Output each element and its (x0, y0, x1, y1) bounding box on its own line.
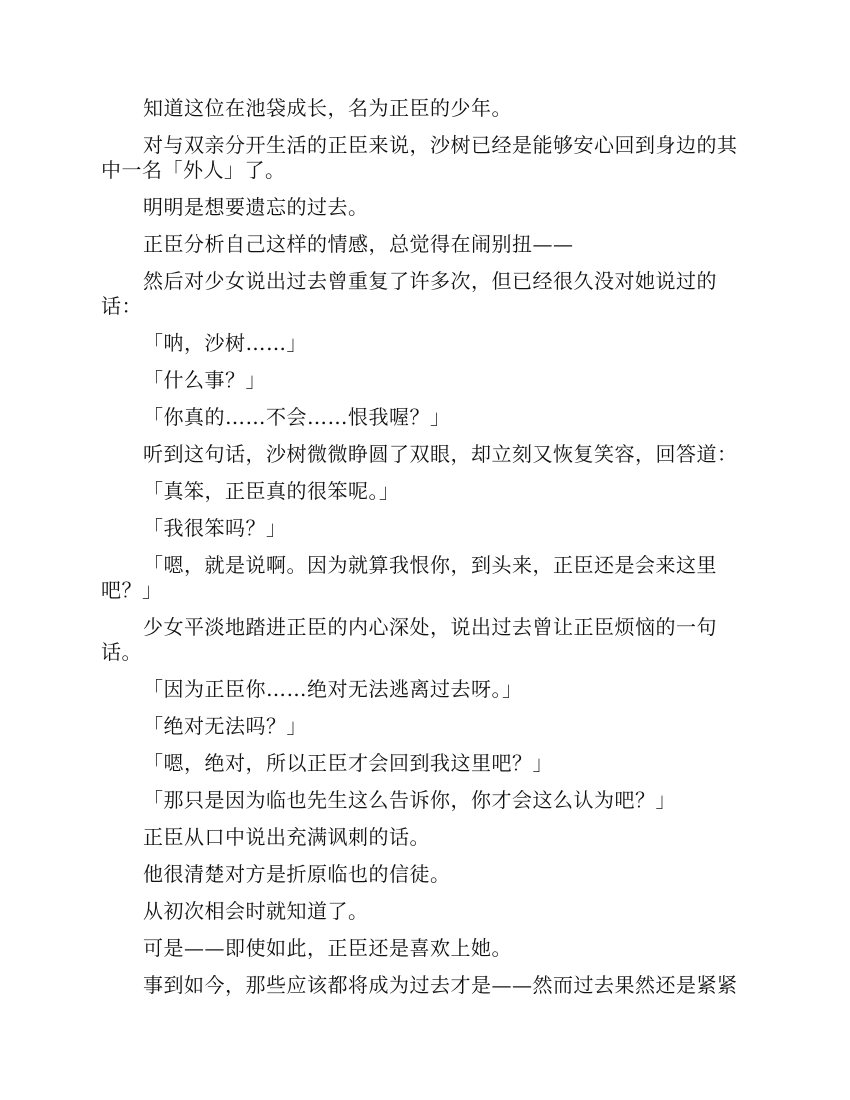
paragraph: 正臣分析自己这样的情感，总觉得在闹别扭—— (143, 232, 574, 256)
paragraph: 「嗯，绝对，所以正臣才会回到我这里吧？」 (143, 751, 553, 775)
text-body (101, 96, 755, 1010)
paragraph: 「我很笨吗？」 (143, 516, 287, 540)
paragraph: 少女平淡地踏进正臣的内心深处，说出过去曾让正臣烦恼的一句话。 (101, 615, 717, 664)
paragraph: 听到这句话，沙树微微睁圆了双眼，却立刻又恢复笑容，回答道： (143, 442, 738, 466)
paragraph: 「嗯，就是说啊。因为就算我恨你，到头来，正臣还是会来这里吧？」 (101, 553, 717, 602)
paragraph: 对与双亲分开生活的正臣来说，沙树已经是能够安心回到身边的其中一名「外人」了。 (101, 133, 738, 182)
paragraph: 可是——即使如此，正臣还是喜欢上她。 (143, 936, 512, 960)
paragraph: 他很清楚对方是折原临也的信徒。 (143, 862, 451, 886)
paragraph: 「因为正臣你……绝对无法逃离过去呀。」 (143, 677, 523, 701)
paragraph: 然后对少女说出过去曾重复了许多次，但已经很久没对她说过的话： (101, 269, 717, 318)
paragraph: 「什么事？」 (143, 368, 266, 392)
paragraph: 事到如今，那些应该都将成为过去才是——然而过去果然还是紧紧 (143, 973, 738, 997)
paragraph: 「绝对无法吗？」 (143, 714, 307, 738)
paragraph: 知道这位在池袋成长，名为正臣的少年。 (143, 96, 512, 120)
paragraph: 明明是想要遗忘的过去。 (143, 195, 369, 219)
paragraph: 「你真的……不会……恨我喔？」 (143, 405, 451, 429)
paragraph: 正臣从口中说出充满讽刺的话。 (143, 825, 430, 849)
paragraph: 「呐，沙树……」 (143, 331, 307, 355)
paragraph: 「真笨，正臣真的很笨呢。」 (143, 479, 400, 503)
paragraph: 「那只是因为临也先生这么告诉你，你才会这么认为吧？」 (143, 788, 676, 812)
paragraph: 从初次相会时就知道了。 (143, 899, 369, 923)
